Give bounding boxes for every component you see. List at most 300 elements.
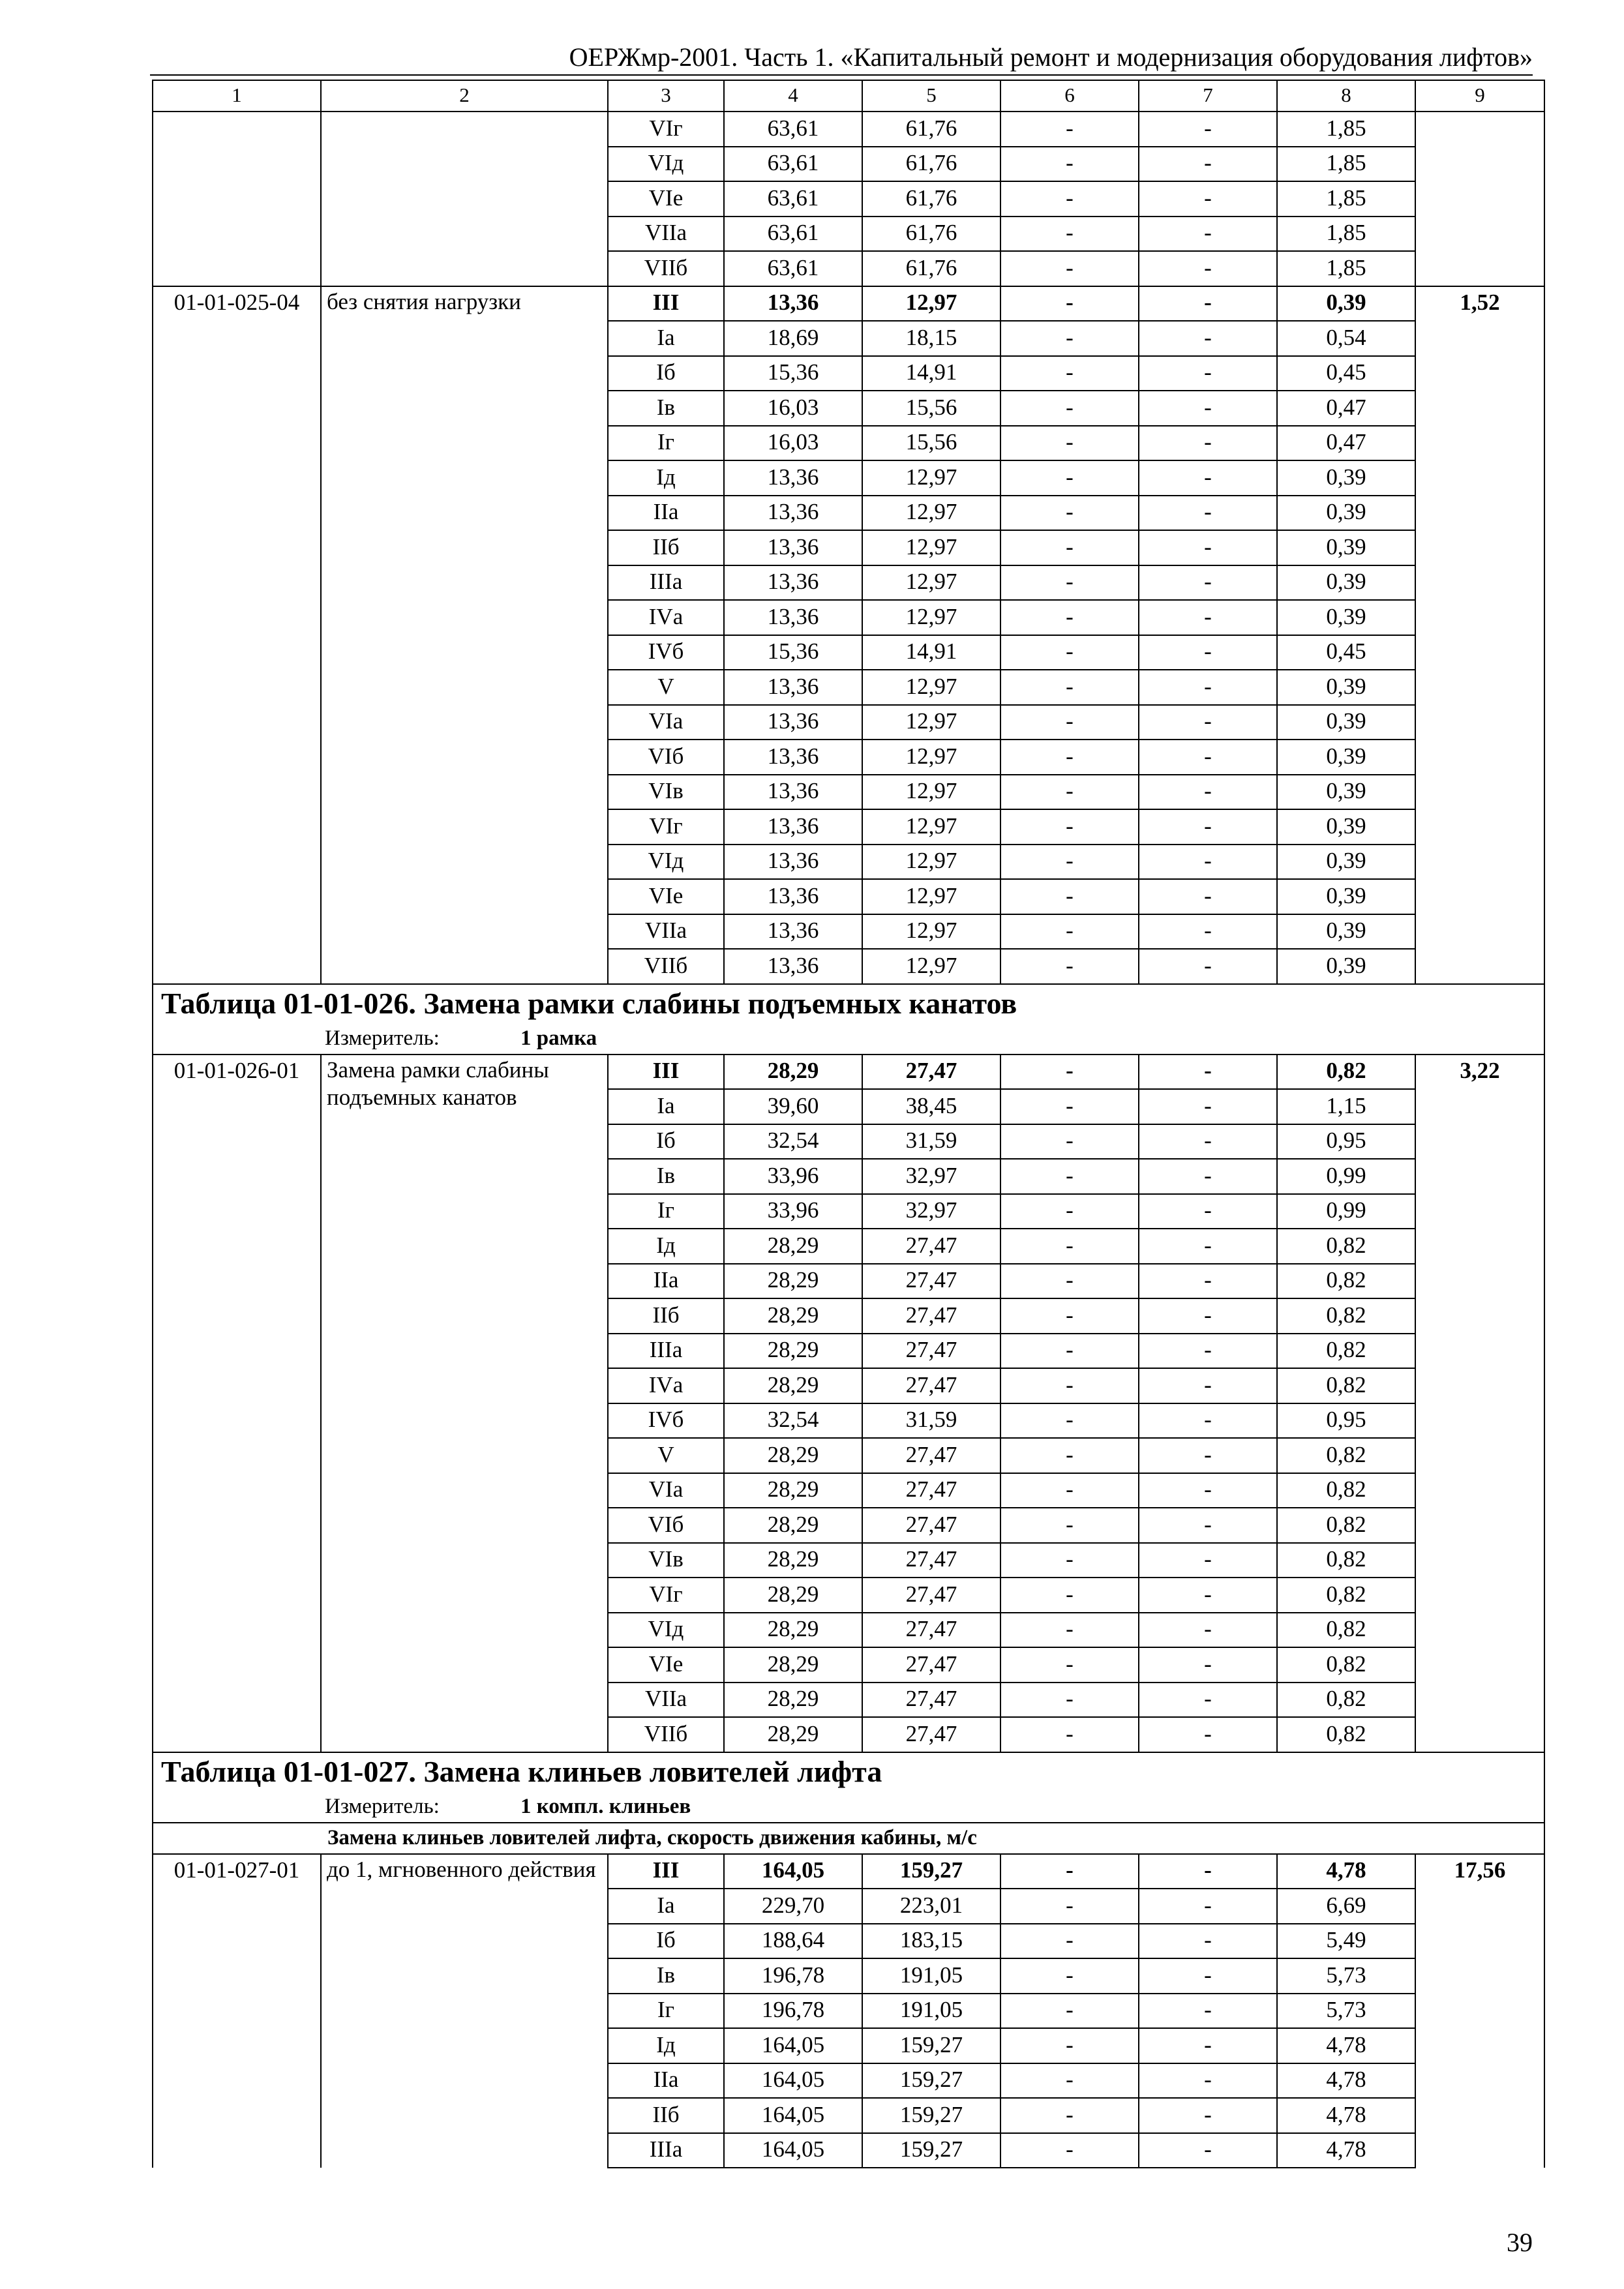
table-cell: 13,36 [724, 775, 862, 810]
table-cell: VIг [608, 1578, 724, 1613]
table-cell: 16,03 [724, 426, 862, 461]
rate-name: Замена рамки слабины подъемных канатов [321, 1055, 608, 1752]
measure-value: 1 компл. клиньев [520, 1794, 691, 1818]
table-cell: - [1000, 914, 1139, 950]
table-cell: - [1000, 1298, 1139, 1334]
table-cell: 27,47 [862, 1298, 1000, 1334]
table-cell: - [1139, 426, 1277, 461]
table-cell: 13,36 [724, 600, 862, 635]
table-cell: VIд [608, 147, 724, 182]
table-cell: - [1000, 1854, 1139, 1889]
table-cell: - [1000, 1647, 1139, 1683]
table-cell: VIIб [608, 251, 724, 286]
table-cell: 1,85 [1277, 217, 1415, 252]
table-title-row [153, 984, 1544, 1024]
table-cell: 15,56 [862, 391, 1000, 426]
table-cell: - [1000, 181, 1139, 217]
table-cell: 12,97 [862, 949, 1000, 984]
measure [153, 1792, 1544, 1823]
table-cell: 0,47 [1277, 426, 1415, 461]
table-cell: 159,27 [862, 2063, 1000, 2099]
table-cell: 229,70 [724, 1889, 862, 1924]
rate-total: 3,22 [1415, 1055, 1544, 1752]
table-cell: - [1000, 565, 1139, 601]
table-cell: 27,47 [862, 1543, 1000, 1578]
rates-table [152, 80, 1545, 2168]
table-cell: - [1000, 321, 1139, 356]
table-cell: - [1000, 391, 1139, 426]
table-cell: IIа [608, 2063, 724, 2099]
table-cell: Iг [608, 426, 724, 461]
rate-code: 01-01-027-01 [153, 1854, 321, 2168]
table-cell: VIе [608, 1647, 724, 1683]
table-cell: 0,39 [1277, 286, 1415, 322]
table-cell: 0,39 [1277, 914, 1415, 950]
table-row [153, 1055, 1544, 1090]
table-cell: 28,29 [724, 1613, 862, 1648]
table-cell: - [1139, 705, 1277, 740]
table-cell: 28,29 [724, 1229, 862, 1264]
table-cell: - [1000, 217, 1139, 252]
table-cell: VIд [608, 845, 724, 880]
table-cell: 196,78 [724, 1958, 862, 1994]
table-cell: - [1139, 1055, 1277, 1090]
table-cell: - [1000, 1889, 1139, 1924]
table-cell: 183,15 [862, 1924, 1000, 1959]
table-cell: Iб [608, 356, 724, 391]
table-cell: 0,82 [1277, 1298, 1415, 1334]
table-cell: 0,39 [1277, 879, 1415, 914]
table-cell: 28,29 [724, 1264, 862, 1299]
table-cell: 0,82 [1277, 1613, 1415, 1648]
table-cell: 4,78 [1277, 2133, 1415, 2168]
table-cell: 63,61 [724, 147, 862, 182]
table-cell: VIг [608, 112, 724, 147]
table-cell: 12,97 [862, 670, 1000, 705]
table-cell: 61,76 [862, 251, 1000, 286]
table-cell: 12,97 [862, 460, 1000, 496]
table-cell: VIIб [608, 1717, 724, 1752]
table-cell: 12,97 [862, 286, 1000, 322]
table-cell: 12,97 [862, 565, 1000, 601]
table-cell: 32,54 [724, 1124, 862, 1159]
table-cell: IIIа [608, 565, 724, 601]
table-cell: VIв [608, 1543, 724, 1578]
table-cell: 4,78 [1277, 1854, 1415, 1889]
table-cell: - [1000, 809, 1139, 845]
table-cell: 12,97 [862, 530, 1000, 565]
table-cell: Iв [608, 1159, 724, 1194]
table-cell: 12,97 [862, 740, 1000, 775]
table-cell: 6,69 [1277, 1889, 1415, 1924]
table-cell: Iг [608, 1194, 724, 1229]
measure-row [153, 1024, 1544, 1055]
empty-cell [1415, 112, 1544, 286]
table-cell: 0,39 [1277, 740, 1415, 775]
table-cell: - [1000, 1924, 1139, 1959]
table-cell: 1,85 [1277, 112, 1415, 147]
table-cell: - [1139, 1854, 1277, 1889]
table-cell: IIб [608, 530, 724, 565]
table-cell: 0,39 [1277, 496, 1415, 531]
table-cell: 196,78 [724, 1994, 862, 2029]
table-cell: 223,01 [862, 1889, 1000, 1924]
table-cell: VIIа [608, 914, 724, 950]
table-cell: 0,39 [1277, 565, 1415, 601]
table-cell: 28,29 [724, 1508, 862, 1543]
table-cell: - [1139, 1889, 1277, 1924]
table-cell: - [1139, 1194, 1277, 1229]
table-cell: 0,39 [1277, 530, 1415, 565]
table-cell: Iд [608, 2028, 724, 2063]
header-rule [150, 74, 1533, 76]
table-cell: - [1000, 705, 1139, 740]
table-cell: - [1000, 879, 1139, 914]
table-cell: Iд [608, 1229, 724, 1264]
table-cell: 12,97 [862, 809, 1000, 845]
table-row [153, 286, 1544, 322]
table-cell: - [1139, 496, 1277, 531]
table-cell: IIа [608, 496, 724, 531]
table-cell: 1,85 [1277, 181, 1415, 217]
table-cell: 1,85 [1277, 147, 1415, 182]
table-cell: Iа [608, 321, 724, 356]
table-cell: - [1000, 2098, 1139, 2133]
table-cell: 27,47 [862, 1264, 1000, 1299]
table-cell: 32,97 [862, 1159, 1000, 1194]
rate-total: 1,52 [1415, 286, 1544, 984]
table-cell: 13,36 [724, 740, 862, 775]
table-cell: IVб [608, 1403, 724, 1439]
table-cell: V [608, 1438, 724, 1473]
empty-cell [321, 112, 608, 286]
table-cell: 18,15 [862, 321, 1000, 356]
table-cell: - [1139, 879, 1277, 914]
table-cell: 13,36 [724, 705, 862, 740]
table-cell: - [1139, 391, 1277, 426]
table-cell: - [1139, 1508, 1277, 1543]
table-cell: 164,05 [724, 2098, 862, 2133]
table-cell: - [1139, 670, 1277, 705]
table-cell: - [1139, 181, 1277, 217]
table-cell: 28,29 [724, 1368, 862, 1403]
table-cell: VIIб [608, 949, 724, 984]
table-cell: 159,27 [862, 1854, 1000, 1889]
table-cell: - [1139, 1473, 1277, 1508]
table-cell: - [1000, 1055, 1139, 1090]
table-cell: IIб [608, 2098, 724, 2133]
table-cell: - [1000, 670, 1139, 705]
table-cell: - [1139, 1403, 1277, 1439]
table-cell: 164,05 [724, 2063, 862, 2099]
table-cell: - [1139, 1578, 1277, 1613]
table-cell: - [1000, 949, 1139, 984]
table-row [153, 112, 1544, 147]
table-cell: - [1000, 845, 1139, 880]
table-cell: 0,99 [1277, 1194, 1415, 1229]
table-cell: 191,05 [862, 1994, 1000, 2029]
table-cell: VIа [608, 705, 724, 740]
column-number: 3 [608, 80, 724, 112]
table-cell: 5,49 [1277, 1924, 1415, 1959]
table-cell: Iб [608, 1124, 724, 1159]
table-cell: 0,82 [1277, 1334, 1415, 1369]
table-cell: 31,59 [862, 1124, 1000, 1159]
table-cell: - [1000, 251, 1139, 286]
table-cell: - [1000, 147, 1139, 182]
table-cell: IIIа [608, 1334, 724, 1369]
table-cell: 27,47 [862, 1438, 1000, 1473]
table-cell: IVб [608, 635, 724, 670]
table-cell: Iа [608, 1889, 724, 1924]
subheading: Замена клиньев ловителей лифта, скорость движения кабины, м/с [153, 1823, 1544, 1854]
table-cell: IVа [608, 600, 724, 635]
table-cell: - [1000, 496, 1139, 531]
table-cell: 27,47 [862, 1613, 1000, 1648]
table-cell: 13,36 [724, 949, 862, 984]
table-cell: - [1000, 530, 1139, 565]
table-cell: - [1000, 286, 1139, 322]
table-cell: - [1000, 1438, 1139, 1473]
table-cell: 164,05 [724, 1854, 862, 1889]
rate-name: без снятия нагрузки [321, 286, 608, 984]
table-cell: 13,36 [724, 845, 862, 880]
table-cell: 4,78 [1277, 2063, 1415, 2099]
table-cell: - [1000, 112, 1139, 147]
table-cell: 0,82 [1277, 1473, 1415, 1508]
table-cell: 32,54 [724, 1403, 862, 1439]
table-cell: IIIа [608, 2133, 724, 2168]
table-cell: V [608, 670, 724, 705]
table-cell: 27,47 [862, 1055, 1000, 1090]
table-cell: - [1000, 426, 1139, 461]
table-cell: 191,05 [862, 1958, 1000, 1994]
table-cell: 27,47 [862, 1229, 1000, 1264]
table-cell: - [1139, 565, 1277, 601]
table-cell: 0,39 [1277, 670, 1415, 705]
rate-code: 01-01-026-01 [153, 1055, 321, 1752]
table-cell: III [608, 1854, 724, 1889]
table-cell: - [1000, 460, 1139, 496]
table-cell: - [1000, 1508, 1139, 1543]
table-cell: 0,45 [1277, 635, 1415, 670]
page-number: 39 [1507, 2228, 1533, 2257]
table-cell: 12,97 [862, 914, 1000, 950]
table-cell: 14,91 [862, 635, 1000, 670]
table-cell: 0,95 [1277, 1403, 1415, 1439]
table-cell: - [1139, 1683, 1277, 1718]
table-cell: 27,47 [862, 1683, 1000, 1718]
table-cell: VIв [608, 775, 724, 810]
table-cell: 33,96 [724, 1194, 862, 1229]
table-cell: 28,29 [724, 1298, 862, 1334]
table-cell: 4,78 [1277, 2028, 1415, 2063]
table-cell: 27,47 [862, 1647, 1000, 1683]
table-cell: 0,82 [1277, 1055, 1415, 1090]
table-cell: - [1139, 1924, 1277, 1959]
table-cell: 12,97 [862, 496, 1000, 531]
table-cell: 12,97 [862, 845, 1000, 880]
table-cell: - [1000, 1683, 1139, 1718]
table-cell: 0,82 [1277, 1578, 1415, 1613]
table-cell: 33,96 [724, 1159, 862, 1194]
table-cell: 61,76 [862, 181, 1000, 217]
table-cell: Iг [608, 1994, 724, 2029]
table-cell: 39,60 [724, 1089, 862, 1124]
table-cell: - [1139, 2028, 1277, 2063]
table-cell: 27,47 [862, 1473, 1000, 1508]
table-cell: - [1139, 251, 1277, 286]
table-cell: 0,39 [1277, 705, 1415, 740]
table-cell: 13,36 [724, 914, 862, 950]
table-cell: - [1000, 1403, 1139, 1439]
table-cell: 13,36 [724, 670, 862, 705]
table-cell: 13,36 [724, 460, 862, 496]
table-cell: 5,73 [1277, 1958, 1415, 1994]
table-cell: - [1000, 1958, 1139, 1994]
table-cell: 159,27 [862, 2028, 1000, 2063]
column-number: 6 [1000, 80, 1139, 112]
table-cell: 28,29 [724, 1438, 862, 1473]
table-cell: - [1139, 775, 1277, 810]
table-cell: - [1139, 321, 1277, 356]
empty-cell [153, 112, 321, 286]
table-cell: - [1000, 2063, 1139, 2099]
table-cell: - [1139, 286, 1277, 322]
table-cell: 28,29 [724, 1717, 862, 1752]
column-number: 9 [1415, 80, 1544, 112]
table-cell: 27,47 [862, 1578, 1000, 1613]
rate-code: 01-01-025-04 [153, 286, 321, 984]
table-cell: VIг [608, 809, 724, 845]
table-title-row [153, 1752, 1544, 1792]
table-cell: - [1000, 740, 1139, 775]
table-cell: 0,39 [1277, 845, 1415, 880]
table-cell: 28,29 [724, 1055, 862, 1090]
table-cell: 13,36 [724, 286, 862, 322]
table-cell: - [1139, 1613, 1277, 1648]
column-number: 7 [1139, 80, 1277, 112]
table-cell: 12,97 [862, 775, 1000, 810]
table-cell: 15,56 [862, 426, 1000, 461]
table-cell: 0,54 [1277, 321, 1415, 356]
table-cell: VIе [608, 879, 724, 914]
table-cell: 164,05 [724, 2133, 862, 2168]
table-cell: - [1139, 217, 1277, 252]
table-cell: - [1000, 1613, 1139, 1648]
table-cell: - [1000, 2133, 1139, 2168]
table-cell: 0,82 [1277, 1438, 1415, 1473]
table-cell: - [1139, 356, 1277, 391]
column-number-row [153, 80, 1544, 112]
table-cell: - [1139, 809, 1277, 845]
table-cell: - [1139, 147, 1277, 182]
table-cell: - [1139, 740, 1277, 775]
table-cell: 1,15 [1277, 1089, 1415, 1124]
table-cell: - [1139, 1334, 1277, 1369]
table-cell: Iв [608, 1958, 724, 1994]
table-cell: VIIа [608, 1683, 724, 1718]
table-cell: - [1000, 1194, 1139, 1229]
table-cell: - [1139, 1124, 1277, 1159]
table-cell: Iд [608, 460, 724, 496]
table-cell: - [1139, 1543, 1277, 1578]
table-cell: 1,85 [1277, 251, 1415, 286]
table-cell: - [1000, 1578, 1139, 1613]
table-cell: Iб [608, 1924, 724, 1959]
table-cell: 32,97 [862, 1194, 1000, 1229]
table-cell: 13,36 [724, 565, 862, 601]
measure-label: Измеритель: [325, 1026, 440, 1050]
table-cell: - [1139, 1958, 1277, 1994]
table-cell: VIб [608, 740, 724, 775]
measure [153, 1024, 1544, 1055]
table-cell: 27,47 [862, 1508, 1000, 1543]
table-cell: - [1000, 775, 1139, 810]
table-cell: 0,82 [1277, 1647, 1415, 1683]
table-cell: IIб [608, 1298, 724, 1334]
table-cell: - [1000, 635, 1139, 670]
subheading-row [153, 1823, 1544, 1854]
table-cell: 12,97 [862, 879, 1000, 914]
table-cell: 0,47 [1277, 391, 1415, 426]
rate-total: 17,56 [1415, 1854, 1544, 2168]
table-cell: 13,36 [724, 530, 862, 565]
table-cell: 16,03 [724, 391, 862, 426]
table-cell: 27,47 [862, 1334, 1000, 1369]
table-cell: - [1139, 949, 1277, 984]
table-cell: - [1139, 530, 1277, 565]
table-cell: - [1000, 1994, 1139, 2029]
rate-name: до 1, мгновенного действия [321, 1854, 608, 2168]
table-cell: 61,76 [862, 112, 1000, 147]
table-row [153, 1854, 1544, 1889]
table-cell: 61,76 [862, 147, 1000, 182]
column-number: 5 [862, 80, 1000, 112]
table-cell: - [1139, 1298, 1277, 1334]
table-cell: - [1139, 914, 1277, 950]
table-cell: - [1139, 460, 1277, 496]
table-cell: 0,39 [1277, 809, 1415, 845]
table-cell: 0,39 [1277, 600, 1415, 635]
table-cell: VIа [608, 1473, 724, 1508]
table-cell: 28,29 [724, 1543, 862, 1578]
measure-label: Измеритель: [325, 1794, 440, 1818]
table-cell: VIIа [608, 217, 724, 252]
table-cell: - [1139, 1368, 1277, 1403]
table-cell: 28,29 [724, 1647, 862, 1683]
table-cell: - [1000, 1264, 1139, 1299]
table-cell: 0,45 [1277, 356, 1415, 391]
table-cell: 0,39 [1277, 949, 1415, 984]
table-cell: 38,45 [862, 1089, 1000, 1124]
table-cell: - [1139, 600, 1277, 635]
table-cell: 0,95 [1277, 1124, 1415, 1159]
table-cell: 27,47 [862, 1717, 1000, 1752]
column-number: 1 [153, 80, 321, 112]
table-cell: 0,82 [1277, 1264, 1415, 1299]
table-cell: 15,36 [724, 356, 862, 391]
measure-value: 1 рамка [520, 1026, 597, 1050]
table-cell: 0,82 [1277, 1683, 1415, 1718]
table-cell: 18,69 [724, 321, 862, 356]
table-cell: - [1000, 1089, 1139, 1124]
table-cell: 0,82 [1277, 1368, 1415, 1403]
table-cell: - [1000, 1473, 1139, 1508]
measure-row [153, 1792, 1544, 1823]
table-cell: - [1000, 1717, 1139, 1752]
table-cell: 0,99 [1277, 1159, 1415, 1194]
